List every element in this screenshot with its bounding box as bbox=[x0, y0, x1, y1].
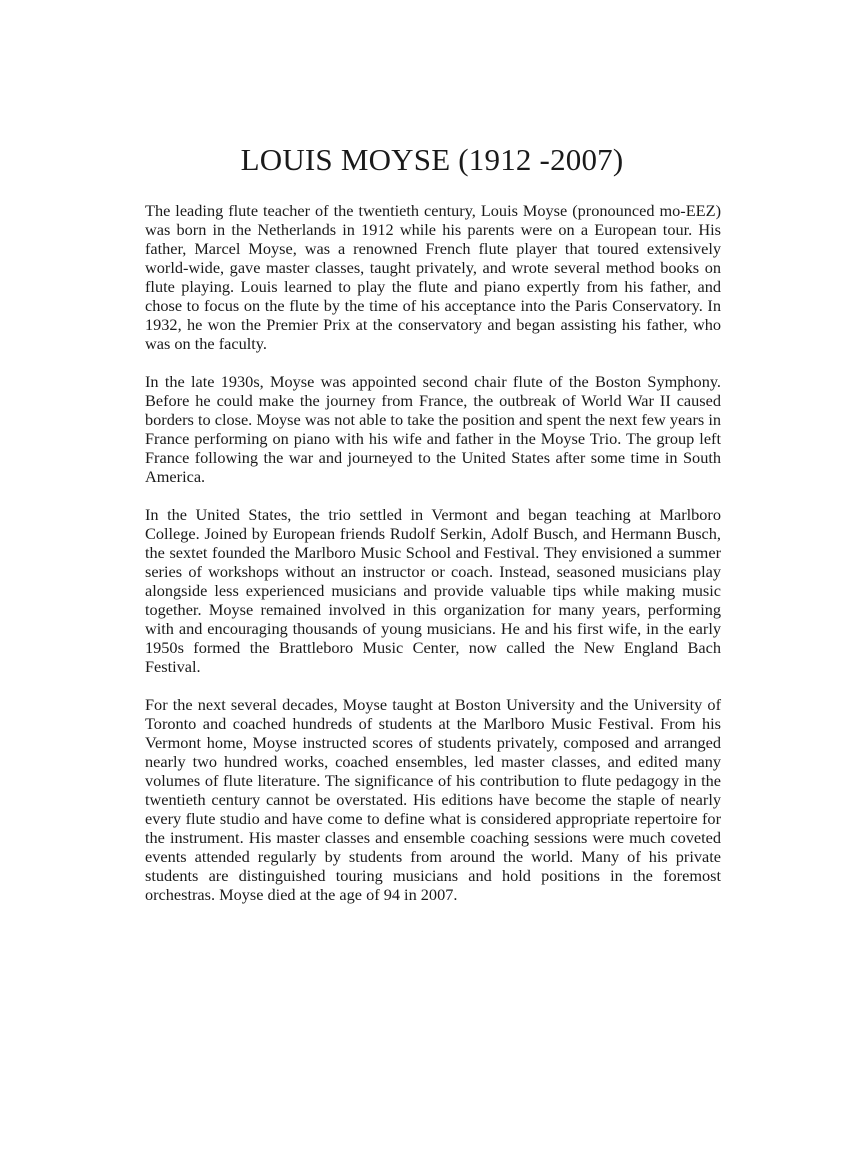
paragraph: In the late 1930s, Moyse was appointed second chair flute of the Boston Symphony. Before he could make the journey from France, the outbreak of World War II caused borders to close. Moyse was not able to take the position and spent the next few years in France performing on piano with his wife and father in the Moyse Trio. The group left France following the war and journeyed to the United States after some time in South America. bbox=[145, 372, 721, 486]
page-title: LOUIS MOYSE (1912 -2007) bbox=[240, 142, 624, 177]
paragraph: In the United States, the trio settled in Vermont and began teaching at Marlboro College. Joined by European friends Rudolf Serkin, Adolf Busch, and Hermann Busch, the sextet founded the Marlboro Music School and Festival. They envisioned a summer series of workshops without an instructor or coach. Instead, seasoned musicians play alongside less experienced musicians and provide valuable tips while making music together. Moyse remained involved in this organization for many years, performing with and encouraging thousands of young musicians. He and his first wife, in the early 1950s formed the Brattleboro Music Center, now called the New England Bach Festival. bbox=[145, 505, 721, 676]
paragraph: The leading flute teacher of the twentieth century, Louis Moyse (pronounced mo-EEZ) was born in the Netherlands in 1912 while his parents were on a European tour. His father, Marcel Moyse, was a renowned French flute player that toured extensively world-wide, gave master classes, taught privately, and wrote several method books on flute playing. Louis learned to play the flute and piano expertly from his father, and chose to focus on the flute by the time of his acceptance into the Paris Conservatory. In 1932, he won the Premier Prix at the conservatory and began assisting his father, who was on the faculty. bbox=[145, 201, 721, 353]
paragraph: For the next several decades, Moyse taught at Boston University and the University of Toronto and coached hundreds of students at the Marlboro Music Festival. From his Vermont home, Moyse instructed scores of students privately, composed and arranged nearly two hundred works, coached ensembles, led master classes, and edited many volumes of flute literature. The significance of his contribution to flute pedagogy in the twentieth century cannot be overstated. His editions have become the staple of nearly every flute studio and have come to define what is considered appropriate repertoire for the instrument. His master classes and ensemble coaching sessions were much coveted events attended regularly by students from around the world. Many of his private students are distinguished touring musicians and hold positions in the foremost orchestras. Moyse died at the age of 94 in 2007. bbox=[145, 695, 721, 904]
body-text bbox=[145, 201, 721, 923]
